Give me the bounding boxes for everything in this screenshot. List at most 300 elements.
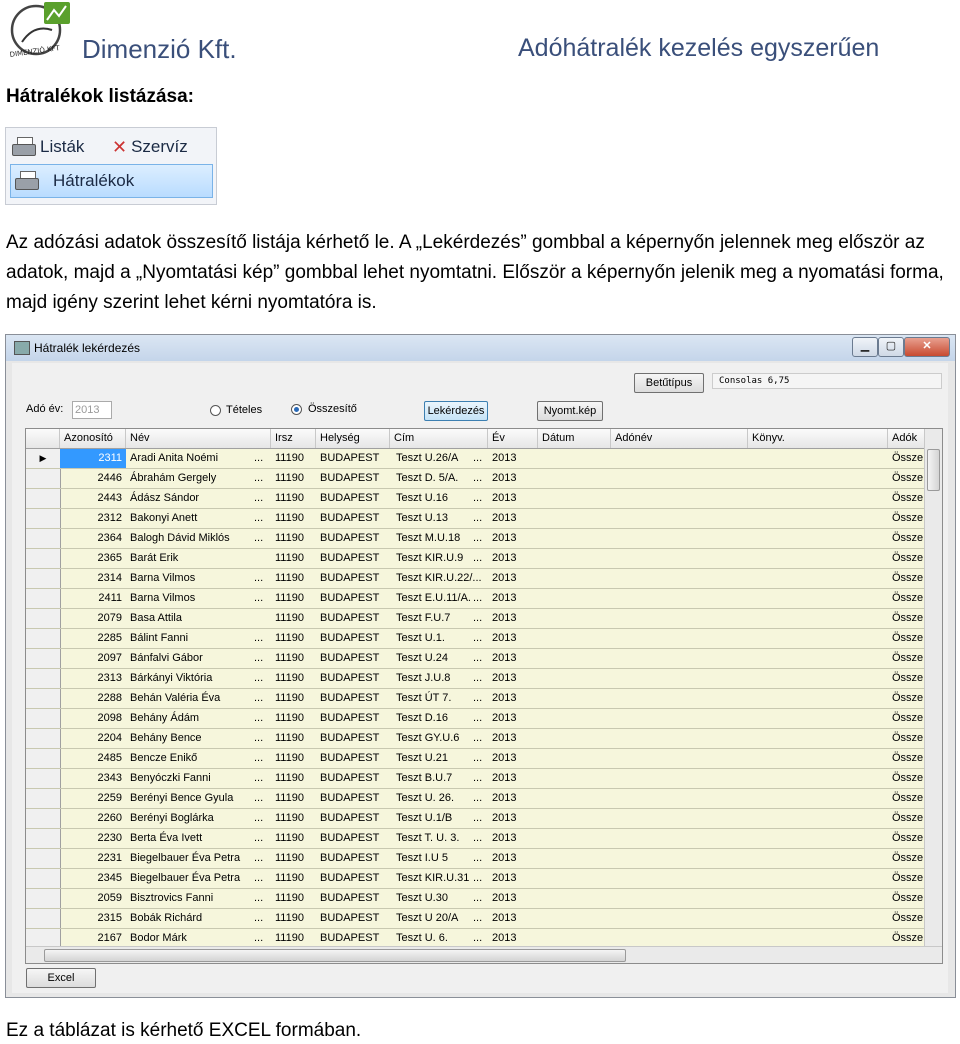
cell-tax[interactable]: Össze xyxy=(892,932,924,944)
cell-id[interactable]: 2343 xyxy=(97,772,122,784)
cell-tax[interactable]: Össze xyxy=(892,492,924,504)
cell-dots1[interactable]: ... xyxy=(254,912,264,924)
cell-dots1[interactable]: ... xyxy=(254,732,264,744)
cell-zip[interactable]: 11190 xyxy=(275,692,304,704)
cell-tax[interactable]: Össze xyxy=(892,772,924,784)
cell-year[interactable]: 2013 xyxy=(492,492,517,504)
cell-name[interactable]: Behán Valéria Éva xyxy=(130,692,221,704)
cell-dots2[interactable]: ... xyxy=(473,752,483,764)
cell-city[interactable]: BUDAPEST xyxy=(320,932,380,944)
cell-tax[interactable]: Össze xyxy=(892,892,924,904)
cell-addr[interactable]: Teszt U. 6. xyxy=(396,932,448,944)
cell-tax[interactable]: Össze xyxy=(892,792,924,804)
cell-city[interactable]: BUDAPEST xyxy=(320,452,380,464)
cell-tax[interactable]: Össze xyxy=(892,732,924,744)
cell-id[interactable]: 2259 xyxy=(97,792,122,804)
cell-id[interactable]: 2097 xyxy=(97,652,122,664)
column-header[interactable]: Adónév xyxy=(611,429,748,448)
cell-zip[interactable]: 11190 xyxy=(275,852,304,864)
cell-zip[interactable]: 11190 xyxy=(275,672,304,684)
cell-year[interactable]: 2013 xyxy=(492,852,517,864)
cell-dots2[interactable]: ... xyxy=(473,632,483,644)
cell-id[interactable]: 2411 xyxy=(98,592,122,604)
cell-dots1[interactable]: ... xyxy=(254,932,264,944)
table-row[interactable] xyxy=(26,609,926,629)
cell-id[interactable]: 2364 xyxy=(97,532,122,544)
cell-dots2[interactable]: ... xyxy=(473,692,483,704)
cell-addr[interactable]: Teszt U.24 xyxy=(396,652,448,664)
cell-id[interactable]: 2260 xyxy=(97,812,122,824)
radio-itemized[interactable] xyxy=(210,405,221,416)
cell-dots1[interactable]: ... xyxy=(254,772,264,784)
cell-id[interactable]: 2345 xyxy=(97,872,122,884)
row-header[interactable] xyxy=(26,589,61,608)
cell-tax[interactable]: Össze xyxy=(892,692,924,704)
cell-addr[interactable]: Teszt U 20/A xyxy=(396,912,459,924)
cell-dots2[interactable]: ... xyxy=(473,812,483,824)
cell-dots2[interactable]: ... xyxy=(473,592,483,604)
cell-dots1[interactable]: ... xyxy=(254,492,264,504)
row-header[interactable] xyxy=(26,649,61,668)
query-button[interactable]: Lekérdezés xyxy=(424,401,488,421)
cell-dots2[interactable]: ... xyxy=(473,612,483,624)
cell-name[interactable]: Biegelbauer Éva Petra xyxy=(130,852,241,864)
cell-city[interactable]: BUDAPEST xyxy=(320,592,380,604)
cell-name[interactable]: Berta Éva Ivett xyxy=(130,832,203,844)
cell-addr[interactable]: Teszt E.U.11/A. xyxy=(396,592,471,604)
cell-addr[interactable]: Teszt J.U.8 xyxy=(396,672,451,684)
cell-id[interactable]: 2231 xyxy=(97,852,122,864)
table-row[interactable] xyxy=(26,669,926,689)
cell-addr[interactable]: Teszt U.1. xyxy=(396,632,445,644)
cell-year[interactable]: 2013 xyxy=(492,592,517,604)
cell-dots2[interactable]: ... xyxy=(473,832,483,844)
table-row[interactable] xyxy=(26,849,926,869)
cell-year[interactable]: 2013 xyxy=(492,632,517,644)
cell-tax[interactable]: Össze xyxy=(892,832,924,844)
table-row[interactable] xyxy=(26,469,926,489)
cell-addr[interactable]: Teszt U.26/A xyxy=(396,452,459,464)
cell-addr[interactable]: Teszt U.30 xyxy=(396,892,448,904)
column-header[interactable]: Könyv. xyxy=(748,429,888,448)
column-header[interactable]: Adók xyxy=(888,429,943,448)
cell-name[interactable]: Benyóczki Fanni xyxy=(130,772,211,784)
cell-zip[interactable]: 11190 xyxy=(275,812,304,824)
cell-id[interactable]: 2314 xyxy=(97,572,122,584)
table-row[interactable] xyxy=(26,449,926,469)
cell-zip[interactable]: 11190 xyxy=(275,552,304,564)
menu-tab-service[interactable] xyxy=(112,132,188,162)
cell-name[interactable]: Bárkányi Viktória xyxy=(130,672,213,684)
cell-dots2[interactable]: ... xyxy=(473,932,483,944)
cell-dots1[interactable]: ... xyxy=(254,652,264,664)
cell-id[interactable]: 2313 xyxy=(97,672,122,684)
cell-dots2[interactable] xyxy=(473,569,487,588)
cell-year[interactable]: 2013 xyxy=(492,692,517,704)
horizontal-scrollbar[interactable] xyxy=(26,946,942,963)
cell-addr[interactable]: Teszt ÚT 7. xyxy=(396,692,452,704)
cell-id[interactable]: 2485 xyxy=(97,752,122,764)
cell-tax[interactable]: Össze xyxy=(892,632,924,644)
cell-id[interactable]: 2365 xyxy=(97,552,122,564)
cell-name[interactable]: Basa Attila xyxy=(130,612,182,624)
cell-city[interactable]: BUDAPEST xyxy=(320,872,380,884)
cell-dots1[interactable]: ... xyxy=(254,672,264,684)
cell-dots1[interactable]: ... xyxy=(254,692,264,704)
vertical-scrollbar[interactable] xyxy=(924,429,942,963)
cell-tax[interactable]: Össze xyxy=(892,672,924,684)
table-row[interactable] xyxy=(26,709,926,729)
cell-dots1[interactable]: ... xyxy=(254,752,264,764)
cell-tax[interactable]: Össze xyxy=(892,592,924,604)
row-header[interactable] xyxy=(26,909,61,928)
cell-id[interactable]: 2446 xyxy=(97,472,122,484)
row-header[interactable] xyxy=(26,769,61,788)
table-row[interactable] xyxy=(26,549,926,569)
cell-zip[interactable]: 11190 xyxy=(275,832,304,844)
cell-zip[interactable]: 11190 xyxy=(275,752,304,764)
column-header[interactable]: Év xyxy=(488,429,538,448)
cell-dots1[interactable]: ... xyxy=(254,832,264,844)
cell-name[interactable]: Bobák Richárd xyxy=(130,912,203,924)
cell-tax[interactable]: Össze xyxy=(892,912,924,924)
cell-id[interactable]: 2167 xyxy=(97,932,122,944)
cell-year[interactable]: 2013 xyxy=(492,732,517,744)
table-row[interactable] xyxy=(26,589,926,609)
cell-dots1[interactable]: ... xyxy=(254,532,264,544)
column-header[interactable]: Cím xyxy=(390,429,488,448)
cell-id[interactable]: 2079 xyxy=(97,612,122,624)
cell-dots1[interactable]: ... xyxy=(254,592,264,604)
cell-addr[interactable]: Teszt U.1/B xyxy=(396,812,453,824)
cell-city[interactable]: BUDAPEST xyxy=(320,632,380,644)
cell-zip[interactable]: 11190 xyxy=(275,892,304,904)
cell-year[interactable]: 2013 xyxy=(492,652,517,664)
cell-dots2[interactable]: ... xyxy=(473,912,483,924)
cell-year[interactable]: 2013 xyxy=(492,792,517,804)
cell-tax[interactable]: Össze xyxy=(892,472,924,484)
cell-dots1[interactable]: ... xyxy=(254,812,264,824)
cell-year[interactable]: 2013 xyxy=(492,472,517,484)
horizontal-scroll-thumb[interactable] xyxy=(44,949,626,962)
table-row[interactable] xyxy=(26,489,926,509)
year-input[interactable]: 2013 xyxy=(72,401,112,419)
cell-dots2[interactable]: ... xyxy=(473,472,483,484)
cell-dots1[interactable]: ... xyxy=(254,452,264,464)
cell-dots1[interactable] xyxy=(254,549,270,568)
cell-dots1[interactable]: ... xyxy=(254,632,264,644)
cell-zip[interactable]: 11190 xyxy=(275,872,304,884)
cell-addr[interactable]: Teszt T. U. 3. xyxy=(396,832,460,844)
cell-city[interactable]: BUDAPEST xyxy=(320,692,380,704)
cell-name[interactable]: Ábrahám Gergely xyxy=(130,472,217,484)
cell-zip[interactable]: 11190 xyxy=(275,592,304,604)
cell-city[interactable]: BUDAPEST xyxy=(320,472,380,484)
cell-city[interactable]: BUDAPEST xyxy=(320,652,380,664)
cell-dots2[interactable]: ... xyxy=(473,672,483,684)
cell-name[interactable]: Aradi Anita Noémi xyxy=(130,452,219,464)
menu-tab-lists[interactable] xyxy=(12,132,84,162)
cell-id[interactable]: 2059 xyxy=(97,892,122,904)
cell-addr[interactable]: Teszt U. 26. xyxy=(396,792,455,804)
table-row[interactable] xyxy=(26,529,926,549)
row-header[interactable] xyxy=(26,709,61,728)
cell-year[interactable]: 2013 xyxy=(492,932,517,944)
table-row[interactable] xyxy=(26,749,926,769)
cell-year[interactable]: 2013 xyxy=(492,612,517,624)
row-header[interactable] xyxy=(26,789,61,808)
cell-name[interactable]: Berényi Boglárka xyxy=(130,812,214,824)
table-row[interactable] xyxy=(26,689,926,709)
cell-addr[interactable]: Teszt U.21 xyxy=(396,752,448,764)
cell-addr[interactable]: Teszt I.U 5 xyxy=(396,852,448,864)
cell-city[interactable]: BUDAPEST xyxy=(320,712,380,724)
cell-zip[interactable]: 11190 xyxy=(275,792,304,804)
table-row[interactable] xyxy=(26,629,926,649)
cell-name[interactable]: Barna Vilmos xyxy=(130,592,196,604)
cell-dots1[interactable] xyxy=(254,609,270,628)
cell-name[interactable]: Bencze Enikő xyxy=(130,752,198,764)
cell-year[interactable]: 2013 xyxy=(492,552,517,564)
excel-button[interactable]: Excel xyxy=(26,968,96,988)
cell-id[interactable]: 2312 xyxy=(97,512,122,524)
table-row[interactable] xyxy=(26,569,926,589)
cell-city[interactable]: BUDAPEST xyxy=(320,672,380,684)
row-header[interactable]: ▶ xyxy=(26,449,61,468)
column-header[interactable]: Dátum xyxy=(538,429,611,448)
cell-dots2[interactable]: ... xyxy=(473,652,483,664)
cell-city[interactable]: BUDAPEST xyxy=(320,892,380,904)
cell-name[interactable]: Bánfalvi Gábor xyxy=(130,652,203,664)
cell-zip[interactable]: 11190 xyxy=(275,612,304,624)
cell-dots1[interactable]: ... xyxy=(254,572,264,584)
cell-dots2[interactable]: ... xyxy=(473,492,483,504)
cell-city[interactable]: BUDAPEST xyxy=(320,832,380,844)
cell-id[interactable]: 2443 xyxy=(97,492,122,504)
cell-city[interactable]: BUDAPEST xyxy=(320,572,380,584)
cell-year[interactable]: 2013 xyxy=(492,712,517,724)
cell-tax[interactable]: Össze xyxy=(892,532,924,544)
cell-name[interactable]: Berényi Bence Gyula xyxy=(130,792,234,804)
cell-tax[interactable]: Össze xyxy=(892,512,924,524)
cell-dots2[interactable]: ... xyxy=(473,552,483,564)
cell-city[interactable]: BUDAPEST xyxy=(320,612,380,624)
row-header[interactable] xyxy=(26,469,61,488)
table-row[interactable] xyxy=(26,789,926,809)
cell-addr[interactable]: Teszt F.U.7 xyxy=(396,612,451,624)
row-header[interactable] xyxy=(26,849,61,868)
cell-year[interactable]: 2013 xyxy=(492,812,517,824)
window-titlebar[interactable] xyxy=(6,335,955,361)
cell-addr[interactable]: Teszt D. 5/A. xyxy=(396,472,459,484)
cell-year[interactable]: 2013 xyxy=(492,512,517,524)
vertical-scroll-thumb[interactable] xyxy=(927,449,940,491)
cell-dots1[interactable]: ... xyxy=(254,512,264,524)
cell-year[interactable]: 2013 xyxy=(492,752,517,764)
cell-zip[interactable]: 11190 xyxy=(275,532,304,544)
cell-addr[interactable]: Teszt KIR.U.22/... xyxy=(396,572,482,584)
cell-tax[interactable]: Össze xyxy=(892,572,924,584)
cell-year[interactable]: 2013 xyxy=(492,532,517,544)
cell-city[interactable]: BUDAPEST xyxy=(320,852,380,864)
cell-tax[interactable]: Össze xyxy=(892,852,924,864)
cell-id[interactable]: 2204 xyxy=(97,732,122,744)
table-row[interactable] xyxy=(26,649,926,669)
cell-tax[interactable]: Össze xyxy=(892,712,924,724)
row-header[interactable] xyxy=(26,489,61,508)
cell-city[interactable]: BUDAPEST xyxy=(320,532,380,544)
cell-city[interactable]: BUDAPEST xyxy=(320,772,380,784)
cell-dots2[interactable]: ... xyxy=(473,872,483,884)
cell-city[interactable]: BUDAPEST xyxy=(320,812,380,824)
cell-name[interactable]: Barna Vilmos xyxy=(130,572,196,584)
row-header[interactable] xyxy=(26,729,61,748)
row-header[interactable] xyxy=(26,509,61,528)
cell-dots2[interactable]: ... xyxy=(473,512,483,524)
cell-addr[interactable]: Teszt KIR.U.31 xyxy=(396,872,470,884)
cell-name[interactable]: Biegelbauer Éva Petra xyxy=(130,872,241,884)
cell-id[interactable]: 2288 xyxy=(97,692,122,704)
cell-city[interactable]: BUDAPEST xyxy=(320,552,380,564)
cell-year[interactable]: 2013 xyxy=(492,872,517,884)
table-row[interactable] xyxy=(26,889,926,909)
cell-year[interactable]: 2013 xyxy=(492,892,517,904)
cell-city[interactable]: BUDAPEST xyxy=(320,732,380,744)
cell-addr[interactable]: Teszt M.U.18 xyxy=(396,532,461,544)
table-row[interactable] xyxy=(26,729,926,749)
row-header[interactable] xyxy=(26,809,61,828)
cell-year[interactable]: 2013 xyxy=(492,832,517,844)
row-header[interactable] xyxy=(26,669,61,688)
cell-dots1[interactable]: ... xyxy=(254,892,264,904)
cell-city[interactable]: BUDAPEST xyxy=(320,492,380,504)
cell-tax[interactable]: Össze xyxy=(892,552,924,564)
cell-dots2[interactable]: ... xyxy=(473,852,483,864)
cell-dots2[interactable]: ... xyxy=(473,452,483,464)
row-header[interactable] xyxy=(26,889,61,908)
cell-zip[interactable]: 11190 xyxy=(275,512,304,524)
cell-zip[interactable]: 11190 xyxy=(275,652,304,664)
cell-dots2[interactable]: ... xyxy=(473,712,483,724)
cell-year[interactable]: 2013 xyxy=(492,572,517,584)
cell-addr[interactable]: Teszt D.16 xyxy=(396,712,448,724)
cell-addr[interactable]: Teszt KIR.U.9 xyxy=(396,552,464,564)
table-row[interactable] xyxy=(26,909,926,929)
table-row[interactable] xyxy=(26,809,926,829)
column-header[interactable]: Irsz xyxy=(271,429,316,448)
cell-tax[interactable]: Össze xyxy=(892,872,924,884)
cell-zip[interactable]: 11190 xyxy=(275,732,304,744)
cell-id[interactable]: 2285 xyxy=(97,632,122,644)
column-header[interactable]: Név xyxy=(126,429,271,448)
cell-addr[interactable]: Teszt U.16 xyxy=(396,492,448,504)
row-header[interactable] xyxy=(26,749,61,768)
cell-zip[interactable]: 11190 xyxy=(275,472,304,484)
cell-tax[interactable]: Össze xyxy=(892,652,924,664)
cell-dots1[interactable]: ... xyxy=(254,472,264,484)
cell-year[interactable]: 2013 xyxy=(492,912,517,924)
cell-tax[interactable]: Össze xyxy=(892,812,924,824)
cell-zip[interactable]: 11190 xyxy=(275,932,304,944)
row-header[interactable] xyxy=(26,569,61,588)
cell-zip[interactable]: 11190 xyxy=(275,632,304,644)
cell-addr[interactable]: Teszt GY.U.6 xyxy=(396,732,460,744)
cell-dots2[interactable]: ... xyxy=(473,732,483,744)
cell-name[interactable]: Bisztrovics Fanni xyxy=(130,892,214,904)
cell-id[interactable]: 2230 xyxy=(97,832,122,844)
table-row[interactable] xyxy=(26,869,926,889)
cell-tax[interactable]: Össze xyxy=(892,612,924,624)
cell-id[interactable]: 2311 xyxy=(60,449,126,468)
cell-zip[interactable]: 11190 xyxy=(275,492,304,504)
cell-dots1[interactable]: ... xyxy=(254,792,264,804)
cell-dots2[interactable]: ... xyxy=(473,792,483,804)
menu-item-arrears[interactable] xyxy=(10,164,213,198)
column-header[interactable]: Azonosító xyxy=(60,429,126,448)
radio-summary[interactable] xyxy=(291,404,302,415)
cell-year[interactable]: 2013 xyxy=(492,452,517,464)
cell-zip[interactable]: 11190 xyxy=(275,452,304,464)
close-button[interactable]: ✕ xyxy=(904,337,950,357)
row-header[interactable] xyxy=(26,629,61,648)
cell-year[interactable]: 2013 xyxy=(492,772,517,784)
cell-zip[interactable]: 11190 xyxy=(275,912,304,924)
cell-name[interactable]: Bakonyi Anett xyxy=(130,512,198,524)
cell-name[interactable]: Bodor Márk xyxy=(130,932,187,944)
cell-name[interactable]: Balogh Dávid Miklós xyxy=(130,532,230,544)
cell-year[interactable]: 2013 xyxy=(492,672,517,684)
cell-dots2[interactable]: ... xyxy=(473,772,483,784)
cell-tax[interactable]: Össze xyxy=(892,452,924,464)
maximize-button[interactable]: ▢ xyxy=(878,337,904,357)
row-header[interactable] xyxy=(26,609,61,628)
row-header[interactable] xyxy=(26,549,61,568)
cell-city[interactable]: BUDAPEST xyxy=(320,792,380,804)
row-header[interactable] xyxy=(26,829,61,848)
cell-dots1[interactable]: ... xyxy=(254,852,264,864)
cell-id[interactable]: 2315 xyxy=(97,912,122,924)
cell-name[interactable]: Ádász Sándor xyxy=(130,492,200,504)
cell-addr[interactable]: Teszt U.13 xyxy=(396,512,448,524)
cell-name[interactable]: Bálint Fanni xyxy=(130,632,189,644)
cell-zip[interactable]: 11190 xyxy=(275,712,304,724)
cell-zip[interactable]: 11190 xyxy=(275,772,304,784)
cell-city[interactable]: BUDAPEST xyxy=(320,512,380,524)
cell-tax[interactable]: Össze xyxy=(892,752,924,764)
cell-zip[interactable]: 11190 xyxy=(275,572,304,584)
cell-city[interactable]: BUDAPEST xyxy=(320,752,380,764)
font-button[interactable]: Betűtípus xyxy=(634,373,704,393)
cell-dots2[interactable]: ... xyxy=(473,532,483,544)
minimize-button[interactable]: ▁ xyxy=(852,337,878,357)
cell-dots1[interactable]: ... xyxy=(254,712,264,724)
cell-dots1[interactable]: ... xyxy=(254,872,264,884)
table-row[interactable] xyxy=(26,509,926,529)
cell-name[interactable]: Behány Bence xyxy=(130,732,202,744)
column-header[interactable]: Helység xyxy=(316,429,390,448)
table-row[interactable] xyxy=(26,829,926,849)
cell-name[interactable]: Behány Ádám xyxy=(130,712,200,724)
print-preview-button[interactable]: Nyomt.kép xyxy=(537,401,603,421)
cell-name[interactable]: Barát Erik xyxy=(130,552,179,564)
table-row[interactable] xyxy=(26,769,926,789)
row-header[interactable] xyxy=(26,869,61,888)
cell-addr[interactable]: Teszt B.U.7 xyxy=(396,772,453,784)
cell-dots2[interactable]: ... xyxy=(473,892,483,904)
cell-city[interactable]: BUDAPEST xyxy=(320,912,380,924)
row-header[interactable] xyxy=(26,689,61,708)
row-header[interactable] xyxy=(26,529,61,548)
